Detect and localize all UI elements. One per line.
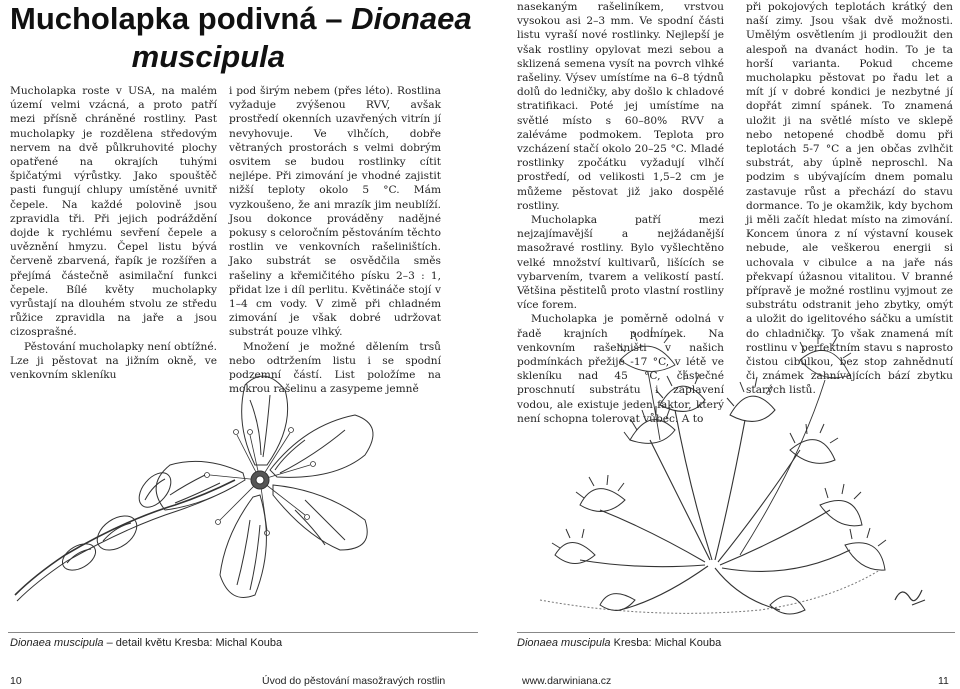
page-number-left: 10 <box>10 675 22 687</box>
caption-text: Kresba: Michal Kouba <box>610 637 722 649</box>
page-number-right: 11 <box>938 675 949 687</box>
flower-drawing <box>5 305 485 630</box>
caption-rule <box>517 632 955 633</box>
caption-right <box>517 637 721 649</box>
caption-rule <box>8 632 478 633</box>
caption-left <box>10 637 282 649</box>
caption-species: Dionaea muscipula <box>517 637 611 649</box>
flytrap-drawing <box>500 300 955 635</box>
book-title: Úvod do pěstování masožravých rostlin <box>262 675 446 687</box>
paragraph: nasekaným rašeliníkem, vrstvou vysokou asi 2–3 mm. Ve spodní části listu vyraší nové rostlinky. Nejlepší je však rostliny opylovat mezi sebou a sklizená semena vysít na povrch vlhké rašeliny. Výsev umístíme na 6–8 týdnů dolů do ledničky, aby došlo k chladové stratifikaci. Poté jej umístíme na světlé místo s 60–80% RVV a zaléváme podmokem. Teplota pro vzcházení stačí okolo 20–25 °C. Mladé rostlinky zpočátku vyžadují vlhčí prostředí, od velikosti 1,5–2 cm je můžeme pěstovat již jako dospělé rostliny. <box>517 1 724 212</box>
paragraph: Mucholapka patří mezi nejzajímavější a nejžádanější masožravé rostliny. Bylo vyšlechtěno velké množství kultivarů, lišících se vybarvením, tvarem a velikostí pastí. Většina pěstitelů proto vlastní rostliny více forem. <box>517 214 724 312</box>
paragraph: Množení je možné dělením trsů nebo odtržením listu i se spodní podzemní částí. List položíme na mokrou rašelinu a zasypeme jemně <box>229 340 441 396</box>
caption-text: – detail květu Kresba: Michal Kouba <box>103 637 283 649</box>
website-link[interactable]: www.darwiniana.cz <box>522 675 612 687</box>
title-species: muscipula <box>131 39 285 74</box>
paragraph: Mucholapka je poměrně odolná v řadě krajních podmínek. Na venkovním rašeliništi v našich podmínkách přežije -17 °C, v létě ve skleníku nad 45 °C, částečné proschnutí substrátu i zaplavení vodou, ale existuje jeden faktor, který není schopna tolerovat vůbec. A to <box>517 313 724 425</box>
paragraph: Pěstování mucholapky není obtížné. Lze ji pěstovat na jižním okně, ve venkovním skleníku <box>10 340 217 382</box>
title-main: Mucholapka podivná – <box>10 1 352 36</box>
paragraph: i pod širým nebem (přes léto). Rostlina vyžaduje zvýšenou RVV, avšak prostředí okenních uzavřených vitrín jí nevyhovuje. Ve vlhčích, dobře větraných prostorách s velmi dobrým osvitem se budou rostlinky cítit nejlépe. Při zimování je vhodné zajistit nižší teploty okolo 5 °C. Mám vyzkoušeno, že ani mrazík jim neublíží. Jsou dokonce prováděny nadějné pokusy s celoročním pěstováním těchto rostlin ve venkovních rašeliništích. Jako substrát se osvědčila směs rašeliny a křemičitého písku 2–3 : 1, přidat lze i díl perlitu. Květináče stojí v 1–4 cm vody. V zimě při chladném zimování je však dobré udržovat substrát pouze vlhký. <box>229 85 441 339</box>
paragraph: Mucholapka roste v USA, na malém území velmi vzácná, a proto patří mezi přísně chráněné rostliny. Past mucholapky je rozdělena středovým nervem na dvě půlkruhovité plochy opatřené na okrajích tuhými špičatými výrůstky. Jako spouštěč pasti fungují chlupy umístěné uvnitř čepele. Na každé polovině jsou zpravidla tři. Při jejich podráždění dojde k rychlému sevření čepele a uvěznění hmyzu. Čepel listu bývá červeně zbarvená, řapík je rozšířen a přejímá částečně asimilační funkci čepele. Bílé květy mucholapky vyrůstají na dlouhém stvolu ze středu růžice zpravidla na jaře a jsou cizosprašné. <box>10 85 217 339</box>
paragraph: při pokojových teplotách krátký den naší zimy. Jsou však dvě možnosti. Umělým osvětlením ji prodloužit den alespoň na dvanáct hodin. To je ta horší varianta. Pokud chceme mucholapku pěstovat po řadu let a mít jí v dobré kondici je nezbytné jí dopřát zimní spánek. To znamená uložit ji na světlé místo ve sklepě nebo netopené chodbě domu při teplotách 5-7 °C a jen občas zvlhčit substrát, aby úplně neproschl. Na podzim s ubývajícím dnem pomalu zastavuje růst a přechází do stavu dormance. To je okamžik, kdy bychom ji měli začít hledat místo na zimování. Koncem února z ní výstavní kousek nebude, ale veškerou energii si uchovala v cibulce a na jaře nás překvapí úžasnou vitalitou. V branné přípravě je možné rostlinu vyjmout ze substrátu odstranit jeho zbytky, omýt a uložit do igelitového sáčku a umístit do chladničky. To však znamená mít rostlinu v perfektním stavu s naprosto čistou cibulkou, bez stop zahnědnutí či známek zahnívajících bází zbytku starých listů. <box>746 1 953 397</box>
caption-species: Dionaea muscipula <box>10 637 104 649</box>
title-genus: Dionaea <box>351 1 472 36</box>
page-title <box>10 0 472 76</box>
